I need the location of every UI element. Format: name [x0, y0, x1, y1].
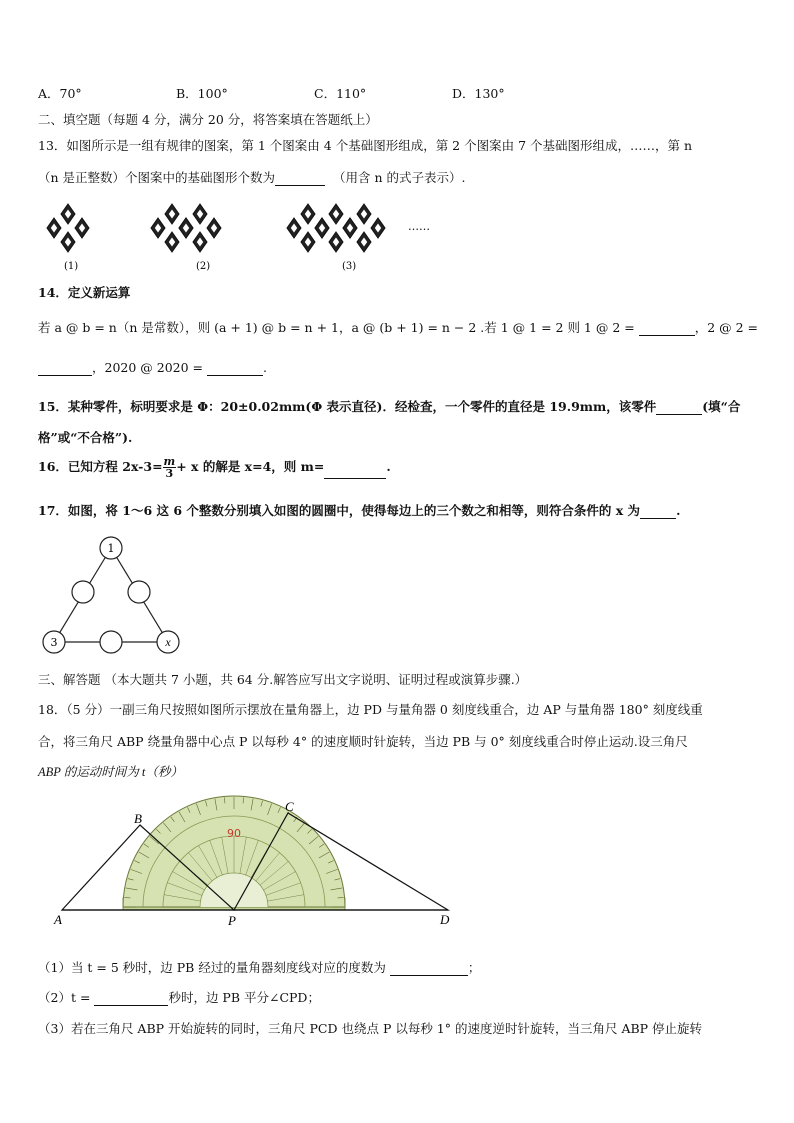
q18-sub3: （3）若在三角尺 ABP 开始旋转的同时，三角尺 PCD 也绕点 P 以每秒 1° 的速度逆时针旋转，当三角尺 ABP 停止旋转 [38, 1021, 703, 1036]
q17-circle-left-mid [72, 581, 94, 603]
q18-sub2 [38, 988, 320, 1006]
q14-line1-text-b: ，2 @ 2 = [694, 320, 759, 335]
q13-line2-text-b: （用含 n 的式子表示）. [333, 170, 466, 185]
option-a: A．70° [38, 86, 82, 101]
q18-line2: 合，将三角尺 ABP 绕量角器中心点 P 以每秒 4° 的速度顺时针旋转，当边 PB 与 0° 刻度线重合时停止运动.设三角尺 [38, 734, 688, 749]
q14-blank-1[interactable] [639, 322, 695, 336]
q17-circle-bottom-mid [100, 631, 122, 653]
q17-label-x: x [165, 635, 171, 649]
q17-label-bottom-left: 3 [50, 636, 58, 649]
q13-pattern-figure [40, 196, 460, 276]
q16-text-a: 16．已知方程 2x-3= [38, 459, 163, 474]
q17-line1 [38, 501, 680, 519]
q18-sub1-text-b: ； [467, 960, 481, 975]
q15-answer-blank[interactable] [656, 401, 702, 415]
q17-label-top: 1 [107, 542, 115, 555]
q18-sub1-blank[interactable] [390, 962, 468, 976]
q15-line2: 格”或“不合格”). [38, 430, 133, 445]
section-3-heading: 三、解答题 （本大题共 7 小题，共 64 分.解答应写出文字说明、证明过程或演算步骤.） [38, 672, 528, 687]
q17-triangle-figure [38, 530, 188, 660]
q18-sub1 [38, 958, 480, 976]
q13-line1: 13．如图所示是一组有规律的图案，第 1 个图案由 4 个基础图形组成，第 2 个图案由 7 个基础图形组成，……，第 n [38, 138, 693, 153]
q14-line1-text-a: 若 a @ b = n（n 是常数），则 (a + 1) @ b = n + 1，a @ (b + 1) = n − 2 .若 1 @ 1 = 2 则 1 @ 2 = [38, 320, 635, 335]
q16-fraction-numerator: m [163, 455, 176, 468]
label-b: B [134, 811, 142, 826]
q14-line2-text-b: . [263, 360, 268, 375]
q16-fraction [163, 456, 177, 479]
label-d: D [440, 912, 450, 927]
q13-fig-label-3: (3) [342, 261, 357, 272]
q18-sub2-blank[interactable] [94, 992, 168, 1006]
q14-line2-text-a: ，2020 @ 2020 = [92, 360, 204, 375]
q18-sub1-text-a: （1）当 t = 5 秒时，边 PB 经过的量角器刻度线对应的度数为 [38, 960, 386, 975]
q18-sub2-text-b: 秒时，边 PB 平分∠CPD； [168, 990, 320, 1005]
q17-text-a: 17．如图，将 1～6 这 6 个整数分别填入如图的圆圈中，使得每边上的三个数之和相等，则符合条件的 x 为 [38, 503, 641, 518]
q16-line [38, 456, 391, 479]
q15-line1 [38, 397, 740, 415]
q13-line2-text-a: （n 是正整数）个图案中的基础图形个数为 [38, 170, 276, 185]
q14-line2 [38, 358, 267, 376]
q13-ellipsis: …… [408, 220, 430, 233]
q15-line1-text-b: (填“合 [702, 399, 741, 414]
q18-line3: ABP 的运动时间为 t（秒） [38, 765, 183, 779]
q17-text-b: . [676, 503, 681, 518]
q14-blank-2[interactable] [38, 362, 92, 376]
protractor-90-label: 90 [227, 827, 241, 840]
q17-circle-right-mid [128, 581, 150, 603]
q13-answer-blank[interactable] [275, 172, 325, 186]
q18-line1: 18．（5 分）一副三角尺按照如图所示摆放在量角器上，边 PD 与量角器 0 刻度线重合，边 AP 与量角器 180° 刻度线重 [38, 702, 703, 717]
protractor [123, 796, 345, 910]
q15-line1-text-a: 15．某种零件，标明要求是 Φ：20±0.02mm(Φ 表示直径)．经检查，一个零件的直径是 19.9mm，该零件 [38, 399, 657, 414]
label-p: P [228, 913, 236, 928]
option-c: C．110° [314, 86, 367, 101]
option-b: B．100° [176, 86, 228, 101]
section-2-heading: 二、填空题（每题 4 分，满分 20 分，将答案填在答题纸上） [38, 112, 378, 127]
q14-title: 14．定义新运算 [38, 285, 131, 300]
q14-line1 [38, 318, 758, 336]
q13-line2 [38, 168, 466, 186]
label-c: C [285, 799, 294, 814]
q16-answer-blank[interactable] [324, 465, 386, 479]
q13-fig-label-1: (1) [64, 261, 79, 272]
q17-answer-blank[interactable] [640, 505, 676, 519]
q16-text-c: . [386, 459, 391, 474]
q16-fraction-denominator: 3 [165, 467, 174, 480]
q16-text-b: + x 的解是 x=4，则 m= [176, 459, 325, 474]
q14-blank-3[interactable] [207, 362, 263, 376]
option-d: D．130° [452, 86, 505, 101]
q13-fig-label-2: (2) [196, 261, 211, 272]
q18-sub2-text-a: （2）t = [38, 990, 91, 1005]
q18-protractor-figure [50, 795, 490, 935]
label-a: A [54, 912, 62, 927]
